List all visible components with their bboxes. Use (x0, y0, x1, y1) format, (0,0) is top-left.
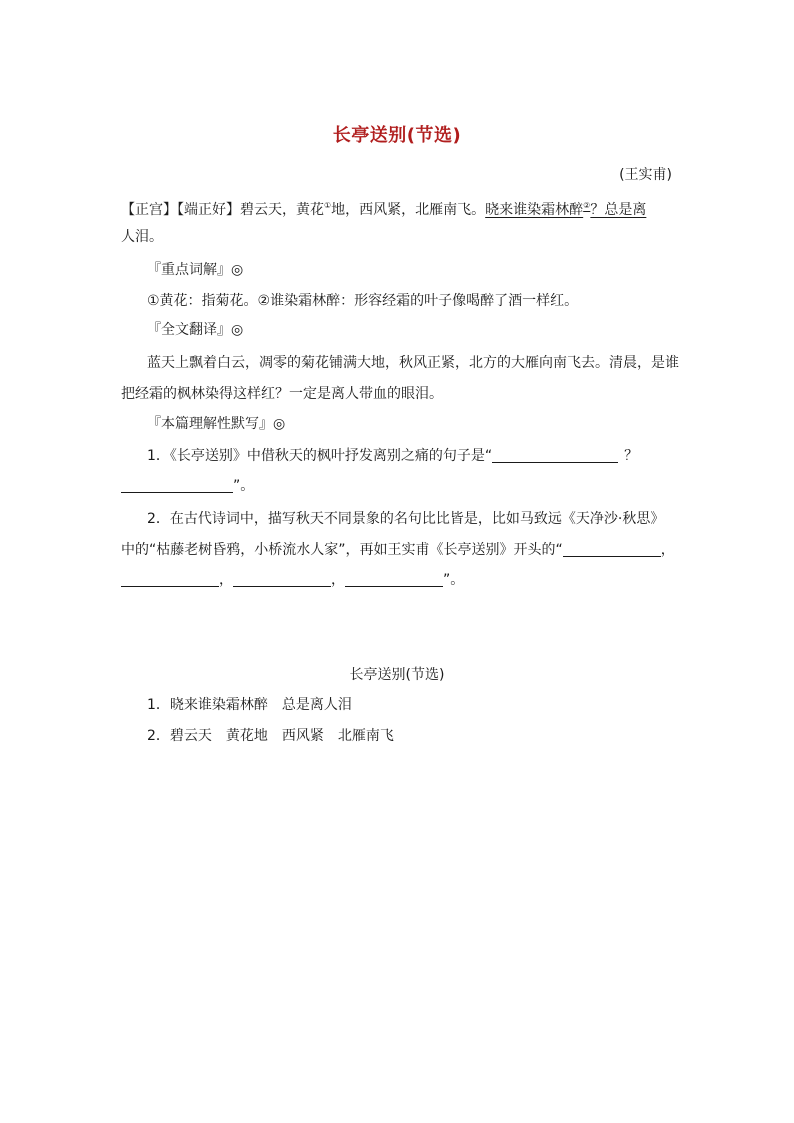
poem-part2: 地，西风紧，北雁南飞。 (331, 202, 486, 218)
poem-prefix: 【正宫】【端正好】碧云天，黄花 (121, 202, 324, 218)
question-2-line-3 (121, 570, 464, 590)
answer-1: 1．晓来谁染霜林醉 总是离人泪 (147, 697, 352, 713)
keywords-text: ①黄花：指菊花。②谁染霜林醉：形容经霜的叶子像喝醉了酒一样红。 (147, 293, 579, 309)
translation-line-2: 把经霜的枫林染得这样红？一定是离人带血的眼泪。 (121, 386, 443, 402)
answer-blank[interactable] (563, 541, 661, 557)
question-2-comma: ， (331, 572, 345, 588)
translation-heading: 『全文翻译』◎ (147, 322, 244, 338)
page-title: 长亭送别(节选) (332, 125, 462, 146)
footnote-1: ① (324, 201, 332, 210)
question-1-line-2 (121, 476, 254, 496)
question-2-comma: ， (660, 542, 675, 558)
question-2-line-1: 2．在古代诗词中，描写秋天不同景象的名句比比皆是，比如马致远《天净沙·秋思》 (147, 511, 665, 527)
answer-blank[interactable] (121, 571, 219, 587)
question-2-text: 中的“枯藤老树昏鸦，小桥流水人家”，再如王实甫《长亭送别》开头的“ (121, 542, 563, 558)
poem-underlined-2: ？总是离 (590, 202, 647, 218)
question-2-end: ”。 (443, 572, 465, 588)
footnote-2: ② (583, 201, 591, 210)
question-1-text: 1．《长亭送别》中借秋天的枫叶抒发离别之痛的句子是“ (147, 448, 493, 464)
answer-blank[interactable] (233, 571, 331, 587)
question-2-line-2 (121, 540, 675, 560)
question-1-mark: ？ (624, 448, 639, 464)
answer-section-title: 长亭送别(节选) (349, 667, 445, 683)
question-1-end: ”。 (233, 478, 255, 494)
keywords-heading: 『重点词解』◎ (147, 262, 244, 278)
translation-line-1: 蓝天上飘着白云，凋零的菊花铺满大地，秋风正紧，北方的大雁向南飞去。清晨，是谁 (147, 355, 679, 371)
dictation-heading: 『本篇理解性默写』◎ (147, 416, 286, 432)
poem-underlined: 晓来谁染霜林醉 (485, 202, 584, 218)
poem-line-1 (121, 196, 646, 220)
author: (王实甫) (619, 167, 672, 183)
answer-blank[interactable] (345, 571, 443, 587)
answer-blank[interactable] (492, 447, 618, 463)
answer-blank[interactable] (121, 477, 233, 493)
answer-2: 2．碧云天 黄花地 西风紧 北雁南飞 (147, 728, 394, 744)
poem-line-2: 人泪。 (121, 229, 163, 245)
question-1 (147, 446, 638, 466)
question-2-comma: ， (219, 572, 233, 588)
